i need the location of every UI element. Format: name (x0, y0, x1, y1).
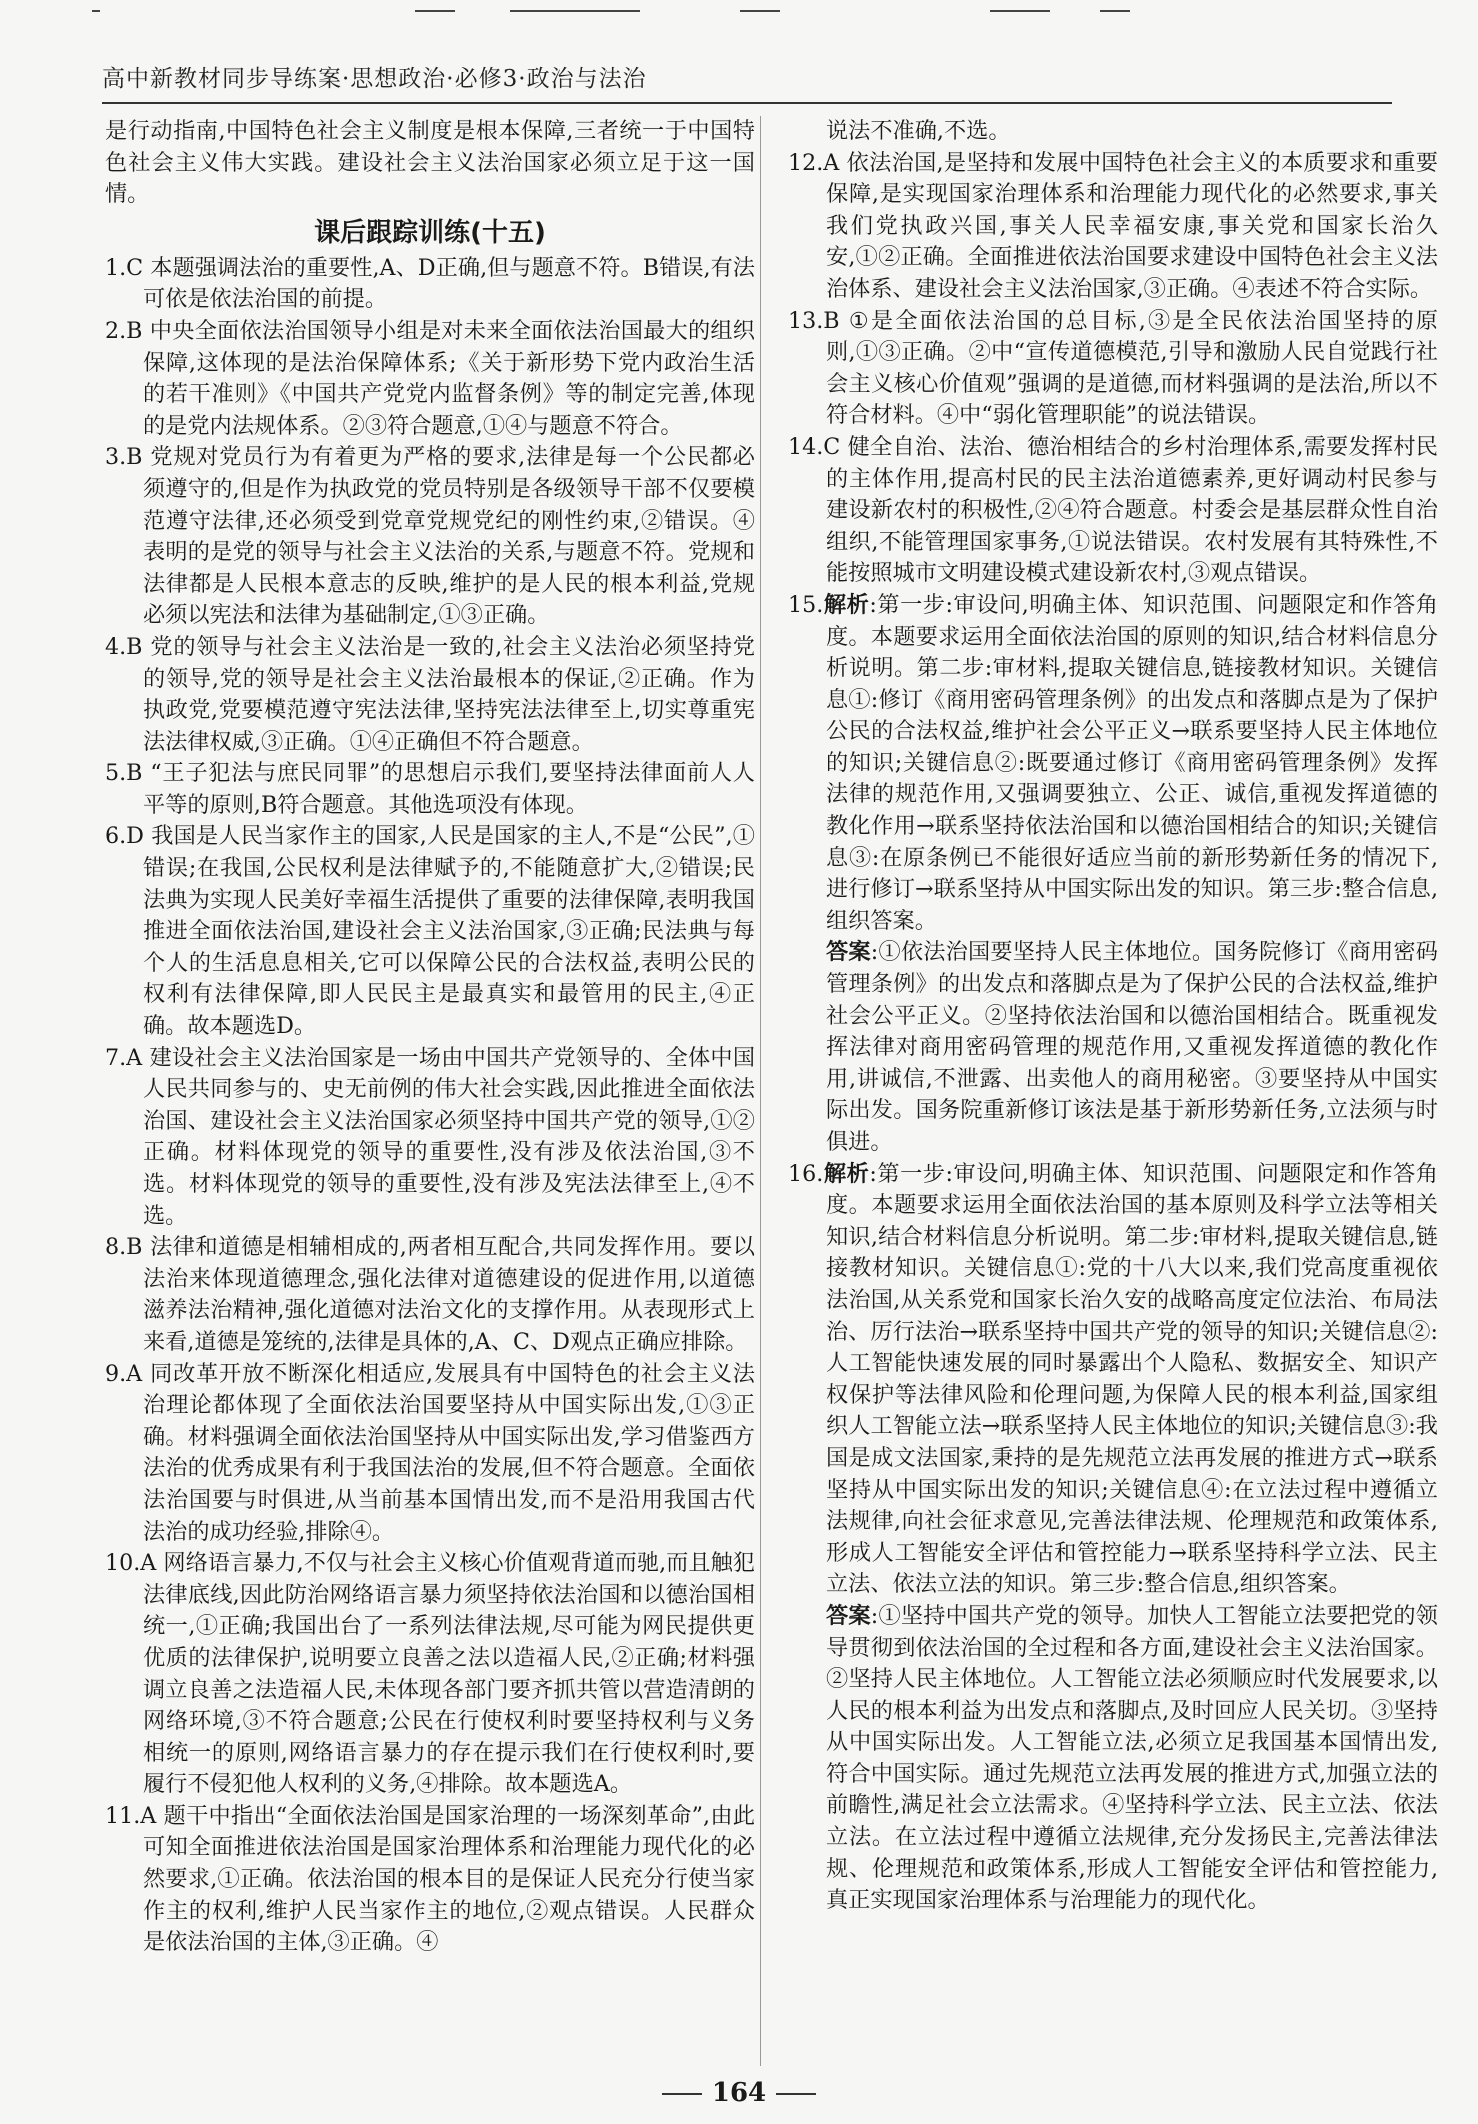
item-number: 9.A (105, 1360, 143, 1387)
item-number: 7.A (105, 1044, 143, 1071)
answer-item (105, 442, 755, 632)
item-text: 我国是人民当家作主的国家,人民是国家的主人,不是“公民”,①错误;在我国,公民权利是法律赋予的,不能随意扩大,②错误;民法典为实现人民美好幸福生活提供了重要的法律保障,表明我国推进全面依法治国,建设社会主义法治国家,③正确;民法典与每个人的生活息息相关,它可以保障公民的合法权益,表明公民的权利有法律保障,即人民民主是最真实和最管用的民主,④正确。故本题选D。 (143, 823, 755, 1040)
header-rule (102, 102, 1392, 104)
item-text: 党的领导与社会主义法治是一致的,社会主义法治必须坚持党的领导,党的领导是社会主义法治最根本的保证,②正确。作为执政党,党要模范遵守宪法法律,坚持宪法法律至上,切实尊重宪法法律权威,③正确。①④正确但不符合题意。 (143, 633, 755, 755)
answer-text: :①依法治国要坚持人民主体地位。国务院修订《商用密码管理条例》的出发点和落脚点是为了保护公民的合法权益,维护社会公平正义。②坚持依法治国和以德治国相结合。既重视发挥法律对商用密码管理的规范作用,又重视发挥道德的教化作用,讲诚信,不泄露、出卖他人的商用秘密。③要坚持从中国实际出发。国务院重新修订该法是基于新形势新任务,立法须与时俱进。 (826, 939, 1438, 1155)
answer-item (105, 1043, 755, 1233)
item-text: 中央全面依法治国领导小组是对未来全面依法治国最大的组织保障,这体现的是法治保障体系;《关于新形势下党内政治生活的若干准则》《中国共产党党内监督条例》等的制定完善,体现的是党内法规体系。②③符合题意,①④与题意不符合。 (143, 317, 755, 439)
item-text: ①是全面依法治国的总目标,③是全民依法治国坚持的原则,①③正确。②中“宣传道德模范,引导和激励人民自觉践行社会主义核心价值观”强调的是道德,而材料强调的是法治,所以不符合材料。④中“弱化管理职能”的说法错误。 (826, 307, 1438, 429)
answer-block-16 (788, 1601, 1438, 1917)
analysis-label: 解析 (823, 1160, 870, 1187)
continuation-text: 说法不准确,不选。 (826, 118, 1011, 144)
item-text: 题干中指出“全面依法治国是国家治理的一场深刻革命”,由此可知全面推进依法治国是国家治理体系和治理能力现代化的必然要求,①正确。依法治国的根本目的是保证人民充分行使当家作主的权利,维护人民当家作主的地位,②观点错误。人民群众是依法治国的主体,③正确。④ (143, 1802, 755, 1956)
section-title: 课后跟踪训练(十五) (314, 217, 546, 248)
item-number: 8.B (105, 1234, 143, 1261)
top-edge-marks (90, 0, 1390, 20)
left-column (105, 116, 755, 1959)
item-number: 3.B (105, 444, 143, 471)
answer-item-16 (788, 1159, 1438, 1601)
item-number: 15. (788, 591, 824, 618)
left-answer-list (105, 253, 755, 1959)
intro-paragraph: 是行动指南,中国特色社会主义制度是根本保障,三者统一于中国特色社会主义伟大实践。建设社会主义法治国家必须立足于这一国情。 (105, 118, 755, 208)
answer-item-15 (788, 590, 1438, 938)
answer-block-15 (788, 937, 1438, 1158)
answer-label: 答案 (826, 939, 871, 966)
item-text: “王子犯法与庶民同罪”的思想启示我们,要坚持法律面前人人平等的原则,B符合题意。其他选项没有体现。 (143, 760, 755, 818)
item-number: 14.C (788, 433, 841, 460)
page-number: 164 (711, 2078, 767, 2108)
right-column (788, 116, 1438, 1917)
answer-item (105, 1359, 755, 1549)
item-number: 1.C (105, 254, 144, 281)
item-number: 11.A (105, 1802, 157, 1829)
answer-item (788, 432, 1438, 590)
item-text: 法律和道德是相辅相成的,两者相互配合,共同发挥作用。要以法治来体现道德理念,强化法律对道德建设的促进作用,以道德滋养法治精神,强化道德对法治文化的支撑作用。从表现形式上来看,道德是笼统的,法律是具体的,A、C、D观点正确应排除。 (143, 1234, 755, 1355)
item-number: 10.A (105, 1550, 157, 1577)
item-text: 党规对党员行为有着更为严格的要求,法律是每一个公民都必须遵守的,但是作为执政党的党员特别是各级领导干部不仅要模范遵守法律,还必须受到党章党规党纪的刚性约束,②错误。④表明的是党的领导与社会主义法治的关系,与题意不符。党规和法律都是人民根本意志的反映,维护的是人民的根本利益,党规必须以宪法和法律为基础制定,①③正确。 (143, 444, 755, 629)
answer-item (105, 1801, 755, 1959)
item-number: 2.B (105, 317, 143, 344)
item-text: 依法治国,是坚持和发展中国特色社会主义的本质要求和重要保障,是实现国家治理体系和治理能力现代化的必然要求,事关我们党执政兴国,事关人民幸福安康,事关党和国家长治久安,①②正确。全面推进依法治国要求建设中国特色社会主义法治体系、建设社会主义法治国家,③正确。④表述不符合实际。 (826, 149, 1438, 302)
answer-text: :①坚持中国共产党的领导。加快人工智能立法要把党的领导贯彻到依法治国的全过程和各方面,建设社会主义法治国家。②坚持人民主体地位。人工智能立法必须顺应时代发展要求,以人民的根本利益为出发点和落脚点,及时回应人民关切。③坚持从中国实际出发。人工智能立法,必须立足我国基本国情出发,符合中国实际。通过先规范立法再发展的推进方式,加强立法的前瞻性,满足社会立法需求。④坚持科学立法、民主立法、依法立法。在立法过程中遵循立法规律,充分发扬民主,完善法律法规、伦理规范和政策体系,形成人工智能安全评估和管控能力,真正实现国家治理体系与治理能力的现代化。 (826, 1602, 1438, 1914)
item-text: 健全自治、法治、德治相结合的乡村治理体系,需要发挥村民的主体作用,提高村民的民主法治道德素养,更好调动村民参与建设新农村的积极性,②④符合题意。村委会是基层群众性自治组织,不能管理国家事务,①说法错误。农村发展有其特殊性,不能按照城市文明建设模式建设新农村,③观点错误。 (826, 433, 1438, 587)
item-number: 16. (788, 1160, 824, 1187)
right-answer-list (788, 148, 1438, 590)
item-text: 建设社会主义法治国家是一场由中国共产党领导的、全体中国人民共同参与的、史无前例的伟大社会实践,因此推进全面依法治国、建设社会主义法治国家必须坚持中国共产党的领导,①②正确。材料体现党的领导的重要性,没有涉及依法治国,③不选。材料体现党的领导的重要性,没有涉及宪法法律至上,④不选。 (143, 1044, 756, 1229)
item-number: 12.A (788, 149, 840, 176)
page-footer (0, 2078, 1478, 2108)
answer-item (105, 1548, 755, 1801)
answer-item (105, 316, 755, 442)
analysis-text: :第一步:审设问,明确主体、知识范围、问题限定和作答角度。本题要求运用全面依法治国的原则的知识,结合材料信息分析说明。第二步:审材料,提取关键信息,链接教材知识。关键信息①:修订《商用密码管理条例》的出发点和落脚点是为了保护公民的合法权益,维护社会公平正义→联系要坚持人民主体地位的知识;关键信息②:既要通过修订《商用密码管理条例》发挥法律的规范作用,又强调要独立、公正、诚信,重视发挥道德的教化作用→联系坚持依法治国和以德治国相结合的知识;关键信息③:在原条例已不能很好适应当前的新形势新任务的情况下,进行修订→联系坚持从中国实际出发的知识。第三步:整合信息,组织答案。 (826, 591, 1438, 934)
item-text: 网络语言暴力,不仅与社会主义核心价值观背道而驰,而且触犯法律底线,因此防治网络语言暴力须坚持依法治国和以德治国相统一,①正确;我国出台了一系列法律法规,尽可能为网民提供更优质的法律保护,说明要立良善之法以造福人民,②正确;材料强调立良善之法造福人民,未体现各部门要齐抓共管以营造清朗的网络环境,③不符合题意;公民在行使权利时要坚持权利与义务相统一的原则,网络语言暴力的存在提示我们在行使权利时,要履行不侵犯他人权利的义务,④排除。故本题选A。 (143, 1550, 755, 1798)
item-number: 6.D (105, 823, 144, 850)
answer-item (105, 758, 755, 821)
running-header: 高中新教材同步导练案·思想政治·必修3·政治与法治 (102, 66, 647, 92)
analysis-label: 解析 (823, 591, 870, 618)
column-divider (760, 116, 761, 2066)
answer-item (788, 306, 1438, 432)
item-number: 13.B (788, 307, 840, 334)
answer-item (105, 253, 755, 316)
answer-label: 答案 (826, 1602, 871, 1629)
answer-item (788, 148, 1438, 306)
analysis-text: :第一步:审设问,明确主体、知识范围、问题限定和作答角度。本题要求运用全面依法治国的基本原则及科学立法等相关知识,结合材料信息分析说明。第二步:审材料,提取关键信息,链接教材知识。关键信息①:党的十八大以来,我们党高度重视依法治国,从关系党和国家长治久安的战略高度定位法治、布局法治、厉行法治→联系坚持中国共产党的领导的知识;关键信息②:人工智能快速发展的同时暴露出个人隐私、数据安全、知识产权保护等法律风险和伦理问题,为保障人民的根本利益,国家组织人工智能立法→联系坚持人民主体地位的知识;关键信息③:我国是成文法国家,秉持的是先规范立法再发展的推进方式→联系坚持从中国实际出发的知识;关键信息④:在立法过程中遵循立法规律,向社会征求意见,完善法律法规、伦理规范和政策体系,形成人工智能安全评估和管控能力→联系坚持科学立法、民主立法、依法立法的知识。第三步:整合信息,组织答案。 (826, 1160, 1438, 1598)
answer-item (105, 1232, 755, 1358)
item-text: 同改革开放不断深化相适应,发展具有中国特色的社会主义法治理论都体现了全面依法治国要坚持从中国实际出发,①③正确。材料强调全面依法治国坚持从中国实际出发,学习借鉴西方法治的优秀成果有利于我国法治的发展,但不符合题意。全面依法治国要与时俱进,从当前基本国情出发,而不是沿用我国古代法治的成功经验,排除④。 (143, 1360, 755, 1545)
item-number: 5.B (105, 760, 143, 787)
item-text: 本题强调法治的重要性,A、D正确,但与题意不符。B错误,有法可依是依法治国的前提。 (143, 254, 755, 313)
answer-item (105, 632, 755, 758)
answer-item (105, 821, 755, 1042)
item-number: 4.B (105, 633, 143, 660)
